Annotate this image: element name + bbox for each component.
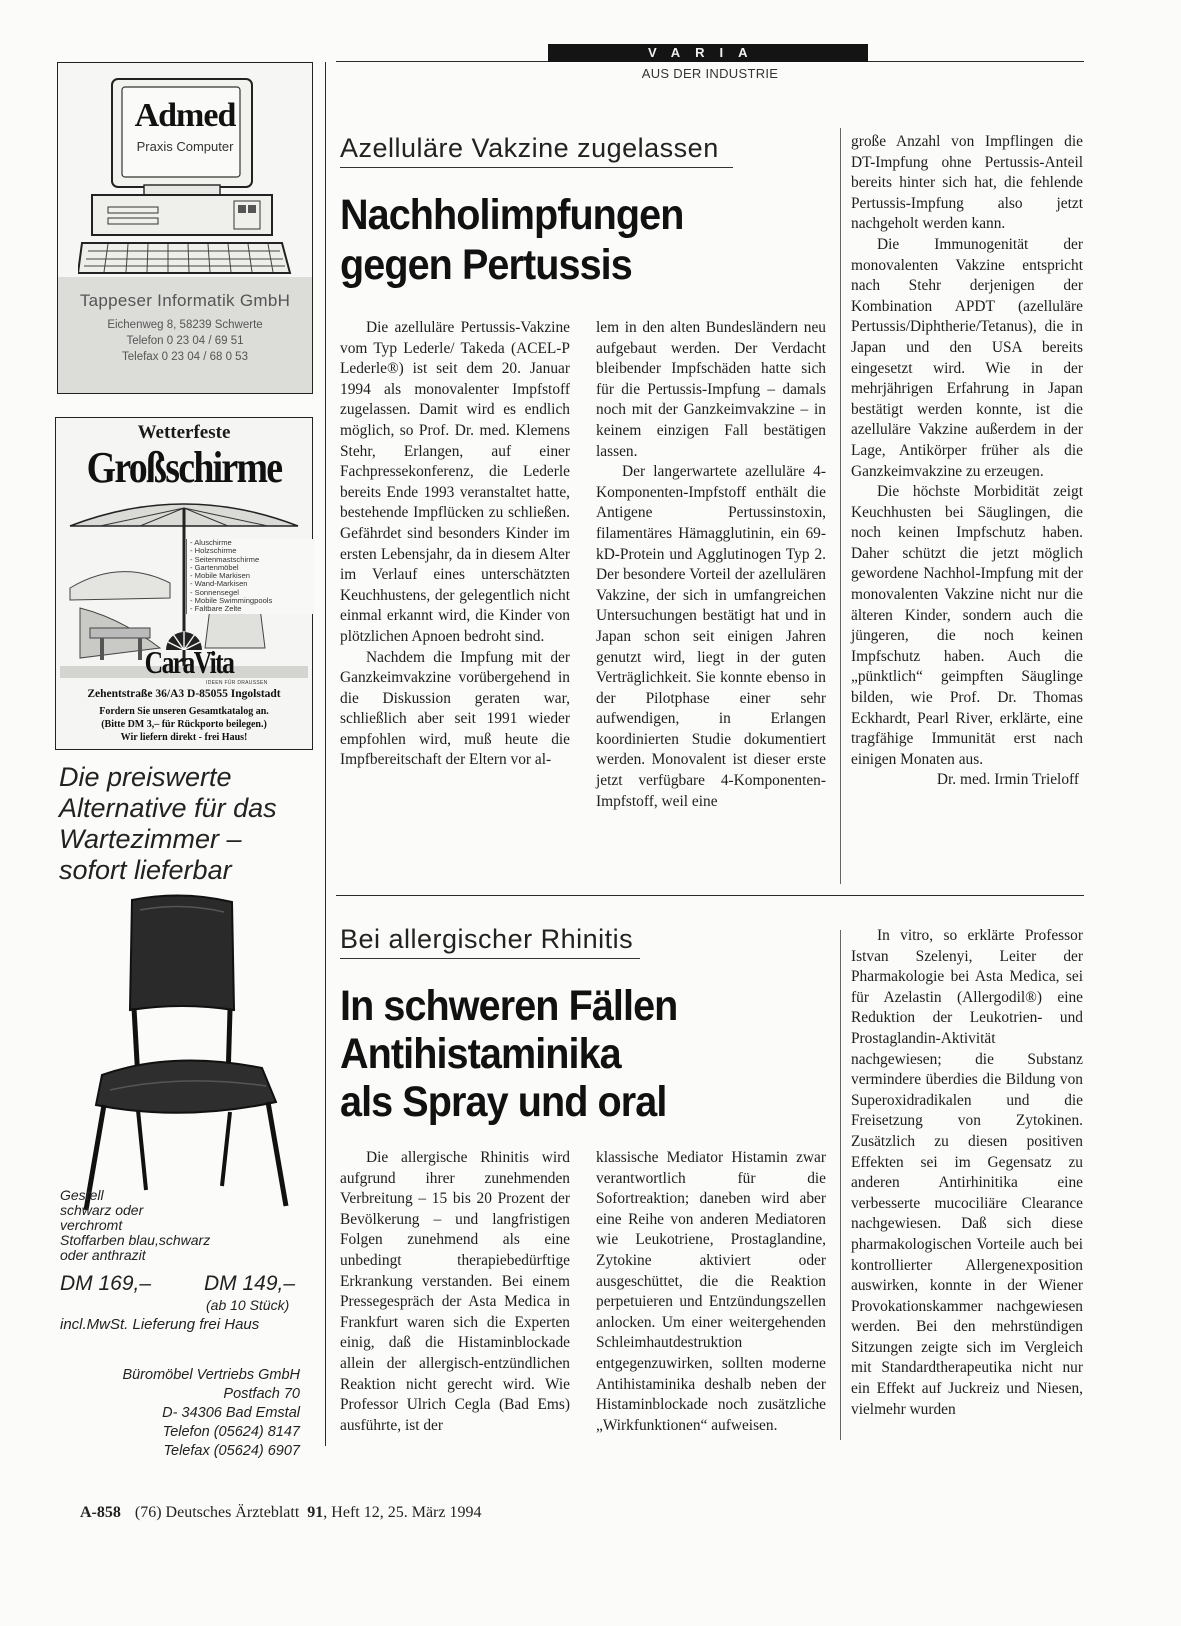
chair-address-line: Büromöbel Vertriebs GmbH [122, 1367, 300, 1383]
section-subtitle: AUS DER INDUSTRIE [641, 66, 779, 81]
admed-address: Eichenweg 8, 58239 Schwerte [107, 319, 263, 331]
admed-logo-sub: Praxis Computer [136, 139, 234, 154]
chair-address-line: Postfach 70 [223, 1386, 300, 1402]
section-bar-label: VARIA [648, 45, 763, 60]
page-footer [80, 1504, 481, 1522]
article-2-headline [340, 982, 800, 1126]
chair-address-line: D- 34306 Bad Emstal [162, 1405, 300, 1421]
caravita-logo-tag: IDEEN FÜR DRAUSSEN [206, 680, 268, 686]
article-1-author: Dr. med. Irmin Trieloff [936, 771, 1079, 789]
column-divider [840, 930, 841, 1440]
paragraph: große Anzahl von Impflingen die DT-Impfung ohne Pertussis-Anteil bereits hinter sich hat, die fehlende Pertussis-Impfung also jetzt nachgeholt werden kann. [851, 133, 1083, 233]
headline-line: In schweren Fällen [340, 982, 678, 1030]
citation-post: , Heft 12, 25. März 1994 [323, 1504, 482, 1521]
article-1-kicker: Azelluläre Vakzine zugelassen [340, 133, 719, 163]
chair-price-2: DM 149,– [204, 1272, 296, 1295]
headline-line: als Spray und oral [340, 1078, 667, 1126]
paragraph: Die höchste Morbidität zeigt Keuchhusten bei Säuglingen, die noch keinen Impfschutz haben. Daher schützt die jetzt möglich gewordene Nachhol-Impfung mit der monovalenten Vakzine nicht nur die älteren Kinder, sondern auch die jüngeren, die noch keinen Impfschutz haben. Auch die „pünktlich“ geimpften Säuglinge bilden, wie Prof. Dr. Thomas Eckhardt, Pearl River, erklärte, eine tragfähige Immunität erst nach einigen Monaten aus. [851, 483, 1083, 768]
admed-address-panel [58, 277, 312, 393]
admed-logo: Admed [134, 97, 236, 134]
paragraph: Nachdem die Impfung mit der Ganzkeimvakzine vorübergehend in die Diskussion geraten war, schließlich aber seit 1991 wieder empfohlen wird, muß heute die Impfbereitschaft der Eltern vor al- [340, 648, 570, 769]
article-1-column-3 [851, 132, 1083, 791]
list-item: - Aluschirme [190, 538, 232, 547]
list-item: - Seitenmastschirme [190, 554, 260, 564]
headline-line: gegen Pertussis [340, 241, 632, 289]
list-item: - Faltbare Zelte [190, 604, 242, 614]
page-code: A-858 [80, 1504, 121, 1521]
paragraph: Die Immunogenität der monovalenten Vakzine entspricht nach Stehr derjenigen der Kombination APDT (azelluläre Pertussis/Diphtherie/Tetanus), die in Japan und den USA bereits eingesetzt wird. Wie in der mehrjährigen Erfahrung in Japan bestätigt werden konnte, ist die azelluläre Vakzine außerdem in der Lage, Antikörper früher als die Ganzkeimvakzine zu erzeugen. [851, 235, 1083, 480]
caravita-title-small: Wetterfeste [137, 422, 231, 443]
admed-phone: Telefon 0 23 04 / 69 51 [126, 335, 244, 347]
chair-address-line: Telefax (05624) 6907 [163, 1443, 300, 1459]
paragraph: Der langerwartete azelluläre 4-Komponenten-Impfstoff enthält die Antigene Pertussinstoxin, filamentäres Hämagglutinin, ein 69-kD-Protein und Agglutinogen Typ 2. Der besondere Vorteil der azellulären Vakzine, der sich in umfangreichen Untersuchungen bestätigt hat und in Japan schon seit einigen Jahren genutzt wird, liegt in der guten Verträglichkeit. Sie konnte ebenso in der Pilotphase einer sehr aufwendigen, in Erlangen koordinierten Studie dokumentiert werden. Monovalent ist dieser erste jetzt verfügbare 4-Komponenten-Impfstoff, weil eine [596, 463, 826, 810]
kicker-underline [340, 958, 640, 959]
list-item: - Wand-Markisen [190, 579, 248, 589]
chair-spec-4: Stoffarben blau,schwarz [60, 1232, 211, 1248]
citation-volume: 91 [307, 1504, 324, 1521]
list-item: - Mobile Swimmingpools [190, 596, 273, 606]
list-item: - Holzschirme [190, 546, 237, 556]
caravita-ad [55, 417, 313, 750]
caravita-logo: CaraVita [144, 644, 234, 680]
headline-line: Antihistaminika [340, 1030, 621, 1078]
chair-price-1: DM 169,– [60, 1272, 152, 1295]
chair-price-2-note: (ab 10 Stück) [206, 1297, 290, 1313]
chair-address [60, 1366, 300, 1461]
chair-illustration [62, 890, 302, 1220]
caravita-note-1: Fordern Sie unseren Gesamtkatalog an. [99, 706, 269, 717]
column-divider [840, 128, 841, 884]
article-2-kicker: Bei allergischer Rhinitis [340, 924, 634, 954]
caravita-note-2: (Bitte DM 3,– für Rückporto beilegen.) [101, 719, 267, 730]
chair-spec-3: verchromt [60, 1217, 123, 1233]
article-divider [336, 895, 1084, 896]
admed-company: Tappeser Informatik GmbH [79, 291, 291, 310]
paragraph: Die allergische Rhinitis wird aufgrund ihrer zunehmenden Verbreitung – 15 bis 20 Prozent der Bevölkerung – und langfristigen Folgen zunehmend als eine unbedingt therapiebedürftige Erkrankung verstanden. Bei einem Pressegespräch der Asta Medica in Frankfurt waren sich die Experten einig, daß die Histaminblockade allein der allergisch-entzündlichen Reaktion nicht gerecht wird. Wie Professor Ulrich Cegla (Bad Ems) ausführte, ist der [340, 1149, 570, 1434]
article-2-column-3 [851, 926, 1083, 1420]
article-1-headline [340, 190, 800, 290]
article-1-column-1 [340, 318, 570, 771]
column-divider [325, 62, 326, 1446]
kicker-underline [340, 167, 733, 168]
section-bar [548, 44, 868, 62]
caravita-address: Zehentstraße 36/A3 D-85055 Ingolstadt [87, 688, 281, 700]
admed-fax: Telefax 0 23 04 / 68 0 53 [122, 351, 248, 363]
article-2-column-2 [596, 1148, 826, 1436]
headline-line: Nachholimpfungen [340, 191, 684, 239]
citation-pre: (76) Deutsches Ärzteblatt [134, 1504, 300, 1521]
article-2-column-1 [340, 1148, 570, 1436]
admed-ad [57, 62, 313, 394]
chair-spec-5: oder anthrazit [60, 1247, 146, 1263]
chair-spec-1: Gestell [60, 1187, 104, 1203]
paragraph: Die azelluläre Pertussis-Vakzine vom Typ Lederle/ Takeda (ACEL-P Lederle®) ist seit dem 20. Januar 1994 als monovalenter Impfstoff zugelassen. Damit wird es endlich möglich, so Prof. Dr. med. Klemens Stehr, Erlangen, auf einer Fachpressekonferenz, die Lederle bereits Ende 1993 veranstaltet hatte, bestehende Impflücken zu schließen. Gefährdet sind besonders Kinder im ersten Lebensjahr, da in diesem Alter im Verlauf eines unterschätzten Keuchhustens, der gelegentlich nicht einmal erkannt wird, die Kinder von plötzlichen Apnoen bedroht sind. [340, 319, 570, 645]
chair-address-line: Telefon (05624) 8147 [162, 1424, 300, 1440]
chair-price-note: incl.MwSt. Lieferung frei Haus [60, 1316, 260, 1333]
paragraph: klassische Mediator Histamin zwar verantwortlich für die Sofortreaktion; daneben wird aber eine Reihe von anderen Mediatoren wie Leukotriene, Prostaglandine, Zytokine aktiviert oder ausgeschüttet, die die Reaktion perpetuieren und Entzündungszellen anlocken. Um einer weitergehenden Schleimhautdestruktion entgegenzuwirken, sollten moderne Antihistaminika deshalb neben der Histaminblockade noch zusätzliche „Wirkfunktionen“ aufweisen. [596, 1149, 826, 1434]
list-item: - Mobile Markisen [190, 571, 250, 581]
caravita-item-list [186, 539, 314, 614]
chair-spec-2: schwarz oder [60, 1202, 144, 1218]
paragraph: lem in den alten Bundesländern neu aufgebaut werden. Der Verdacht bleibender Impfschäden hatte sich für die Pertussis-Impfung – damals noch mit der Ganzkeimvakzine – in keinem einzigen Fall bestätigen lassen. [596, 319, 826, 460]
list-item: - Gartenmöbel [190, 562, 239, 572]
paragraph: In vitro, so erklärte Professor Istvan Szelenyi, Leiter der Pharmakologie bei Asta Medica, sei für Azelastin (Allergodil®) eine Reduktion der Leukotrien- und Prostaglandin-Aktivität nachgewiesen; die Substanz vermindere überdies die Bildung von Superoxidradikalen und die Freisetzung von Zytokinen. Zusätzlich zu diesen positiven Effekten sei im Gegensatz zu anderen Antirhinitika eine verbesserte mucociliäre Clearance nachgewiesen. Daß sich diese pharmakologischen Vorteile auch bei kontrollierter Allergenexposition auswirken, konnte in der Wiener Provokationskammer nachgewiesen werden. Bei den mehrstündigen Sitzungen zeigte sich im Vergleich mit Standardtherapeutika nicht nur ein Effekt auf Juckreiz und Niesen, vielmehr wurden [851, 927, 1083, 1418]
caravita-note-3: Wir liefern direkt - frei Haus! [120, 732, 248, 743]
article-1-column-2 [596, 318, 826, 812]
chair-ad-headline: Die preiswerte Alternative für das Wartezimmer – sofort lieferbar [59, 762, 277, 885]
list-item: - Sonnensegel [190, 587, 239, 597]
caravita-title-big: Großschirme [86, 443, 282, 492]
